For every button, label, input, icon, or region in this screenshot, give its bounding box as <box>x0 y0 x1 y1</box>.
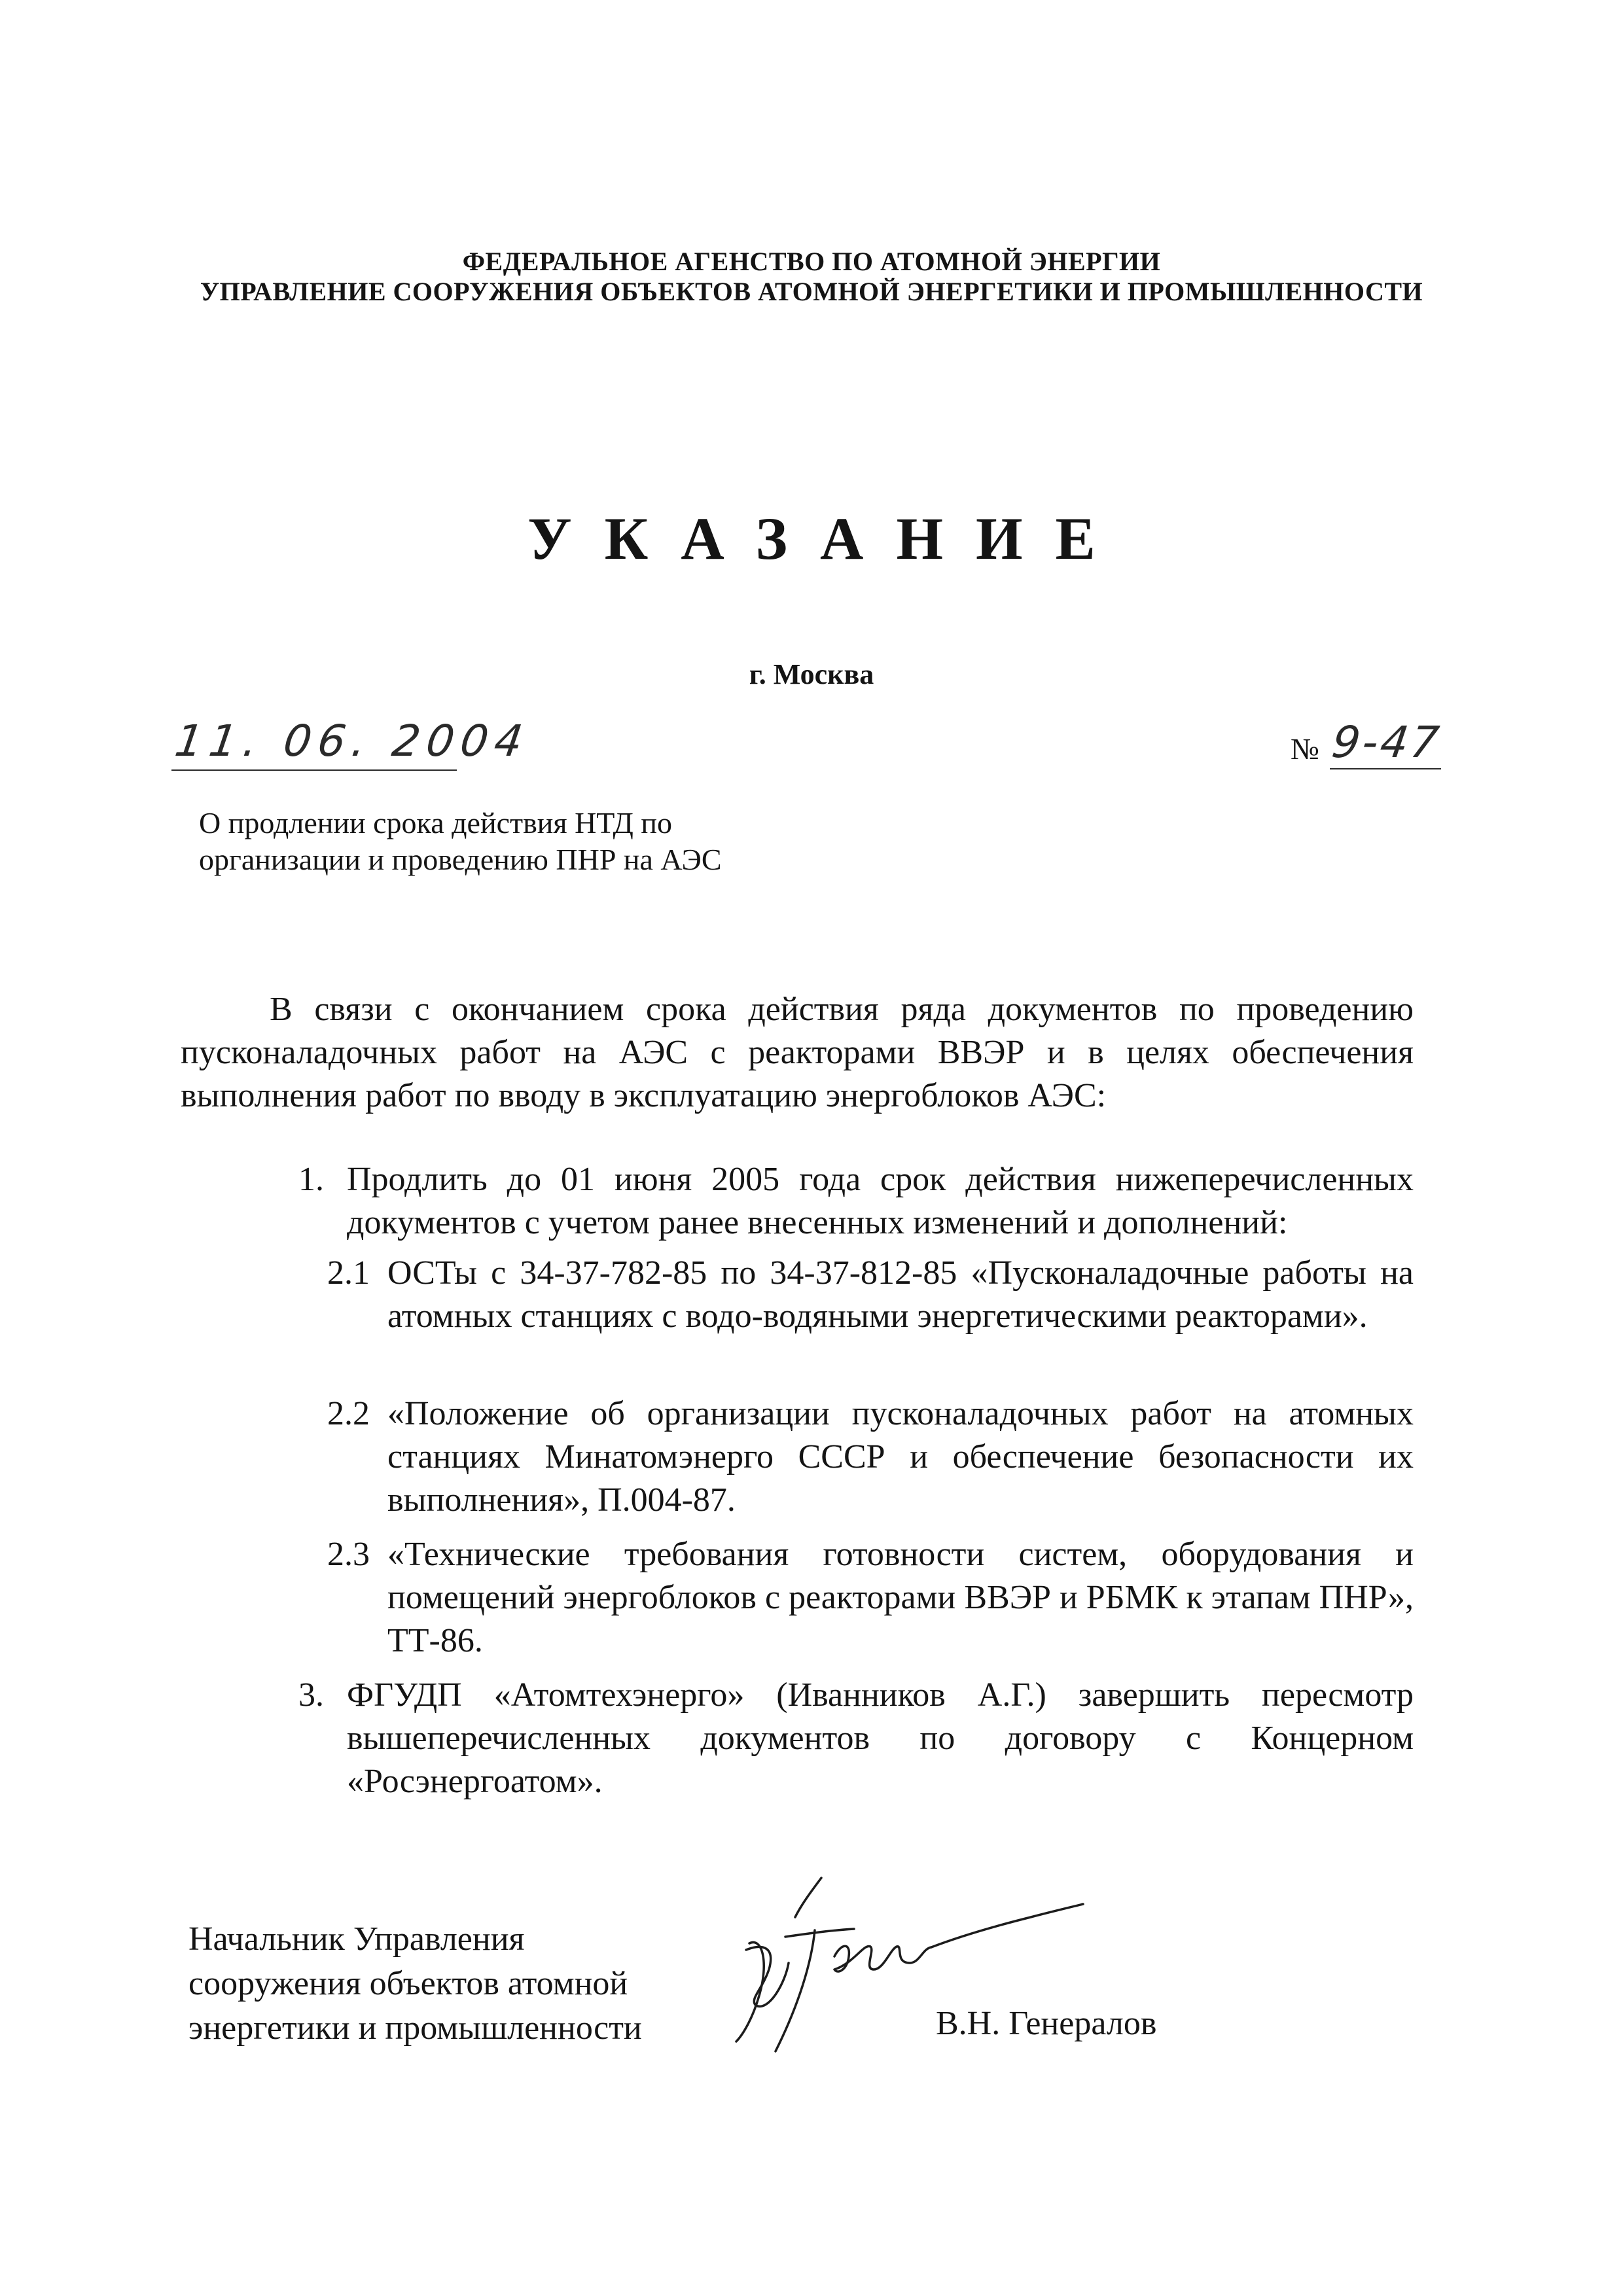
list-item-number: 2.1 <box>327 1254 370 1292</box>
list-item-number: 2.2 <box>327 1395 370 1432</box>
list-item-text: ОСТы с 34-37-782-85 по 34-37-812-85 «Пусконаладочные работы на атомных станциях с водо-водяными энергетическими реакторами». <box>387 1254 1414 1335</box>
signer-title-line-3: энергетики и промышленности <box>188 2009 642 2047</box>
agency-name: ФЕДЕРАЛЬНОЕ АГЕНСТВО ПО АТОМНОЙ ЭНЕРГИИ <box>462 247 1161 276</box>
department-name: УПРАВЛЕНИЕ СООРУЖЕНИЯ ОБЪЕКТОВ АТОМНОЙ ЭНЕРГЕТИКИ И ПРОМЫШЛЕННОСТИ <box>200 277 1423 306</box>
document-date: 11. 06. 2004 <box>171 716 533 766</box>
list-item-number: 1. <box>298 1161 324 1198</box>
signer-title-line-2: сооружения объектов атомной <box>188 1965 628 2002</box>
list-item-number: 3. <box>298 1676 324 1714</box>
list-item <box>327 1392 1414 1522</box>
list-item <box>327 1533 1414 1663</box>
list-item <box>298 1674 1414 1803</box>
list-item-text: «Технические требования готовности систем, оборудования и помещений энергоблоков с реакторами ВВЭР и РБМК к этапам ПНР», ТТ-86. <box>387 1536 1414 1659</box>
signer-title-line-1: Начальник Управления <box>188 1920 525 1958</box>
signer-name: В.Н. Генералов <box>936 2005 1157 2042</box>
list-item <box>327 1252 1414 1338</box>
document-number: 9-47 <box>1329 717 1445 768</box>
number-sign: № <box>1291 732 1319 766</box>
list-item <box>298 1158 1414 1245</box>
intro-paragraph: В связи с окончанием срока действия ряда документов по проведению пусконаладочных работ на АЭС с реакторами ВВЭР и в целях обеспечения выполнения работ по вводу в эксплуатацию энергоблоков АЭС: <box>181 991 1414 1114</box>
subject-line-2: организации и проведению ПНР на АЭС <box>199 843 722 876</box>
city: г. Москва <box>749 658 874 690</box>
subject-line-1: О продлении срока действия НТД по <box>199 806 672 839</box>
list-item-text: «Положение об организации пусконаладочных работ на атомных станциях Минатомэнерго СССР и обеспечение безопасности их выполнения», П.004-87. <box>387 1395 1414 1519</box>
list-item-text: ФГУДП «Атомтехэнерго» (Иванников А.Г.) завершить пересмотр вышеперечисленных документов по договору с Концерном «Росэнергоатом». <box>347 1676 1414 1800</box>
list-item-text: Продлить до 01 июня 2005 года срок действия нижеперечисленных документов с учетом ранее внесенных изменений и дополнений: <box>347 1161 1414 1241</box>
document-title: УКАЗАНИЕ <box>527 505 1128 572</box>
list-item-number: 2.3 <box>327 1536 370 1573</box>
subject <box>199 805 788 878</box>
signer-title <box>188 1917 642 2051</box>
